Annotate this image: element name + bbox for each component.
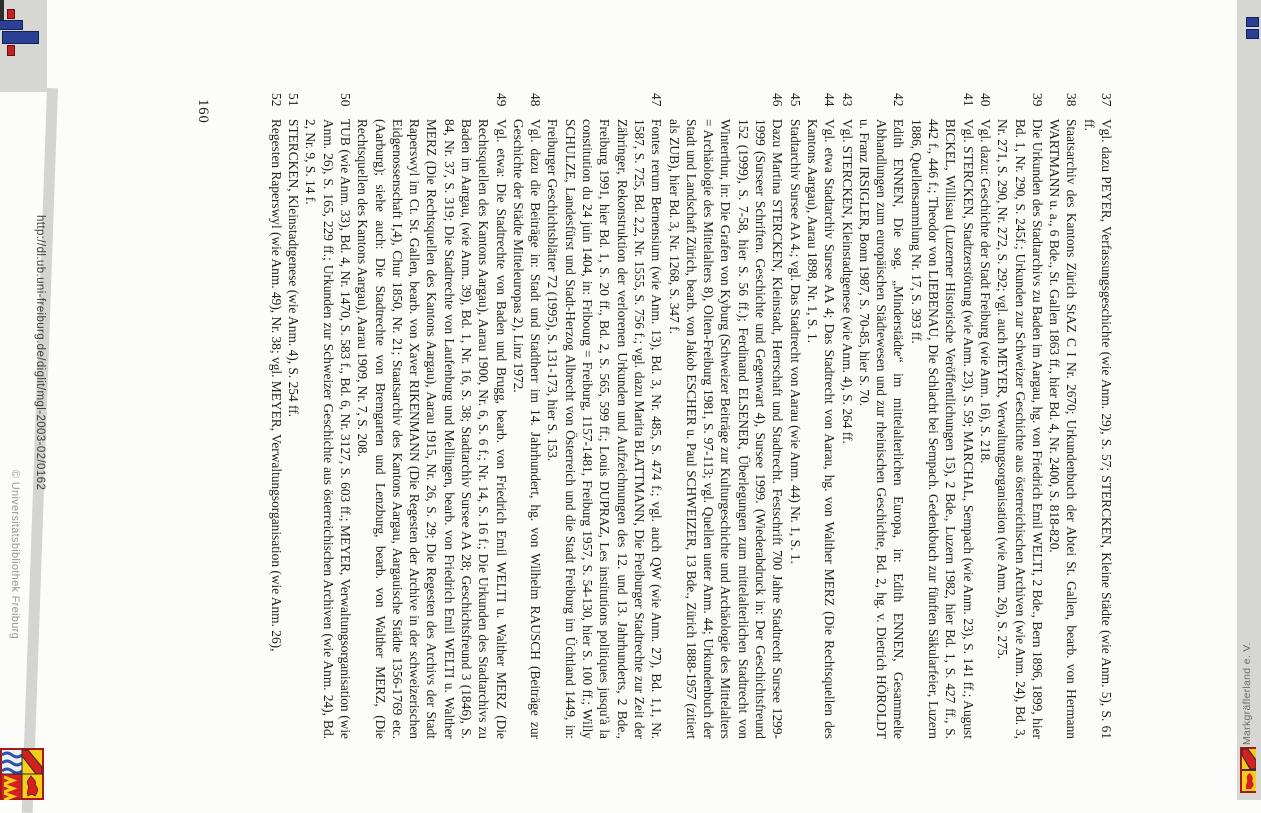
footnote-text: Vgl. dazu PEYER, Verfassungsgeschichte (wie Anm. 29), S. 57; STERCKEN, Kleine Städte (wie Anm. 5), S. 61 ff. [1081,119,1114,739]
page-number: 160 [195,99,211,124]
logo-blue-bar [0,20,23,30]
coat-of-arms-icon [0,748,44,800]
footnote-text: Vgl. dazu die Beiträge in: Stadt und Stadtherr im 14. Jahrhundert, hg. von Wilhelm RAUSCH (Beiträge zur Geschichte der Städte Mitteleuropas 2), Linz 1972. [510,119,544,739]
footnote-text: Vgl. STERCKEN, Kleinstadtgenese (wie Anm. 4), S. 264 ff. [839,119,855,444]
footnote-text: Vgl. dazu: Geschichte der Stadt Freiburg (wie Anm. 16), S. 218. [977,119,993,464]
crest-fragment-icon [1240,747,1256,793]
footnote-number: 44 [822,93,838,107]
footnote-item [510,93,545,739]
footnote-item [907,93,976,739]
footnote-number: 47 [649,93,665,107]
footnote-item [786,93,803,739]
footnote-number: 52 [268,93,284,107]
footnote-item [665,93,786,739]
footnote-text: Vgl. etwa Stadtarchiv Sursee AA 4; Das Stadtrecht von Aarau, hg. von Walther MERZ (Die Rechtsquellen des Kantons Aargau), Aarau 1898, Nr. 1, S. 1. [804,119,838,739]
footnote-item [1080,93,1115,739]
footnote-text: Vgl. STERCKEN, Stadtzerstörung (wie Anm. 23), S. 59; MARCHAL, Sempach (wie Anm. 23), S. 141 ff.; August BICKEL, Willisau (Luzerner Historische Veröffentlichungen 15), 2 Bde., Luzern 1982, hier Bd. 1, S. 427 ff., S. 442 f., 446 f.; Theodor von LIEBENAU, Die Schlacht bei Sempach. Gedenkbuch zur fünften Säkularfeier, Luzern 1886, Quellensammlung Nr. 17, S. 393 ff. [908,119,976,739]
footnote-text: Regesten Raperswyl (wie Anm. 49), Nr. 38; vgl. MEYER, Verwaltungsorganisation (wie Anm. 26), [268,119,284,652]
footnote-number: 49 [493,93,509,107]
scanned-page-content [186,85,1116,745]
footnote-number: 39 [1029,93,1045,107]
footnote-text: Stadtarchiv Sursee AA 4.; vgl. Das Stadtrecht von Aarau (wie Anm. 44) Nr. 1, S. 1. [787,119,803,564]
footnote-number: 37 [1099,93,1114,107]
footnote-item [856,93,908,739]
digitization-url: http://dl.ub.uni-freiburg.de/diglit/mgl-2003-02/0162 [34,215,46,491]
footnote-item [285,93,302,739]
footnote-list [267,85,1116,745]
footnote-item [267,93,284,739]
footnote-number: 48 [528,93,544,107]
footnote-item [1046,93,1081,739]
footnote-number: 45 [787,93,803,107]
footnote-text: TUB (wie Anm. 33), Bd. 4, Nr. 1470, S. 583 f., Bd. 6, Nr. 3127, S. 603 ff.; MEYER, Verwaltungsorganisation (wie Anm. 26), S. 165, 229 ff.; Urkunden zur Schweizer Geschichte aus österreichischen Archiven (wie Anm. 24), Bd. 2, Nr. 9, S. 14 f. [303,119,353,739]
footnote-item [804,93,839,739]
footnote-number: 43 [839,93,855,107]
footnote-text: Vgl. etwa: Die Stadtrechte von Baden und Brugg, bearb. von Friedrich Emil WELTI u. Walther MERZ (Die Rechtsquellen des Kantons Aargau), Aarau 1900, Nr. 6, S. 6 f.; Nr. 14, S. 16 f.; Die Urkunden des Stadtarchivs zu Baden im Aargau, (wie Anm. 39), Bd. 1, Nr. 16, S. 38; Stadtarchiv Sursee AA 28; Geschichtsfreund 3 (1846), S. 84, Nr. 37, S. 319; Die Stadtrechte von Laufenburg und Mellingen, bearb. von Friedrich Emil WELTI u. Walther MERZ (Die Rechtsquellen des Kantons Aargau), Aarau 1915, Nr. 26, S. 29; Die Regesten des Archivs der Stadt Raperswyl im Ct. St. Gallen, bearb. von Xaver RIKENMANN (Die Regesten der Archive in der schweizerischen Eidgenossenschaft I,4), Chur 1850, Nr. 21; Staatsarchiv des Kantons Aargau, Aargauische Städte 1356-1769 etc. (Aarburg); siehe auch: Die Stadtrechte von Bremgarten und Lenzburg, bearb. von Walther MERZ, (Die Rechtsquellen des Kantons Aargau), Aarau 1909, Nr. 7, S. 208. [355,119,509,739]
footnote-text: Edith ENNEN, Die sog. „Minderstädte“ im mittelalterlichen Europa, in: Edith ENNEN, Gesammelte Abhandlungen zum europäischen Städtewesen und zur rheinischen Geschichte, Bd. 2, hg. v. Dietrich HÖROLDT u. Franz IRSIGLER, Bonn 1987, S. 70-85, hier S. 70. [856,119,907,739]
copyright-notice: © Universitätsbibliothek Freiburg [9,470,21,640]
footnote-number: 46 [770,93,786,107]
footnote-item [838,93,855,739]
footnote-item [977,93,994,739]
footnote-item [544,93,665,739]
logo-blue-bar [1246,29,1259,39]
footnote-text: Dazu Martina STERCKEN, Kleinstadt, Herrschaft und Stadtrecht. Festschrift 700 Jahre Stadtrecht Sursee 1299-1999 (Surseer Schriften. Geschichte und Gegenwart 4), Sursee 1999. (Wiederabdruck in: Der Geschichtsfreund 152 (1999), S. 7-58, hier S. 56 ff.); Ferdinand ELSENER, Überlegungen zum mittelalterlichen Stadtrecht von Winterthur, in: Die Grafen von Kyburg (Schweizer Beiträge zur Kulturgeschichte und Archäologie des Mittelalters = Archäologie des Mittelalters 8), Olten-Freiburg 1981, S. 97-113; vgl. Quellen unter Anm. 44; Urkundenbuch der Stadt und Landschaft Zürich, bearb. von Jakob ESCHER u. Paul SCHWEIZER, 13 Bde., Zürich 1888-1957 (zitiert als ZUB), hier Bd. 3, Nr. 1268, S. 347 f. [666,119,786,739]
logo-blue-bar [1246,17,1259,27]
footnote-number: 42 [891,93,907,107]
footnote-item [994,93,1046,739]
ub-freiburg-logo-icon [0,9,42,59]
footnote-number: 50 [337,93,353,107]
footnote-text: Die Urkunden des Stadtarchivs zu Baden im Aargau, hg. von Friedrich Emil WELTI, 2 Bde., Bern 1896, 1899, hier Bd. 1, Nr. 290, S. 245f.; Urkunden zur Schweizer Geschichte aus österreichischen Archiven (wie Anm. 24), Bd. 3, Nr. 271, S. 290, Nr. 272, S. 292; vgl. auch MEYER, Verwaltungsorganisation (wie Anm. 26), S. 275. [995,119,1045,739]
footnote-item [354,93,510,739]
association-name: Markgräflerland e. V. [1241,642,1253,745]
ub-freiburg-logo-fragment-icon [1246,17,1259,40]
footnote-text: Fontes rerum Bernensium (wie Anm. 13), Bd. 3, Nr. 485, S. 474 f.; vgl. auch QW (wie Anm. 27), Bd. 1,1, Nr. 1587, S. 725, Bd. 2,2, Nr. 1555, S. 756 f.; vgl. dazu Marita BLATTMANN, Die Freiburger Stadtrechte zur Zeit der Zähringer, Rekonstruktion der verlorenen Urkunden und Aufzeichnungen des 12. und 13. Jahrhunderts, 2 Bde., Freiburg 1991, hier Bd. 1, S. 20 ff., Bd. 2, S. 565, 599 ff.; Louis DUPRAZ, Les institutions politiques jusqu'à la constitution du 24 juin 1404, in: Fribourg = Freiburg, 1157-1481, Freiburg 1957, S. 54-130, hier S. 100 ff.; Willy SCHULZE, Landesfürst und Stadt-Herzog Albrecht von Österreich und die Stadt Freiburg im Üchtland 1449, in: Freiburger Geschichtsblätter 72 (1995), S. 131-173, hier S. 153. [545,119,665,739]
logo-blue-bar [2,31,39,44]
logo-red-square [7,9,15,19]
logo-red-square [7,45,15,56]
footnote-text: Staatsarchiv des Kantons Zürich StAZ C I Nr. 2670; Urkundenbuch der Abtei St. Gallen, bearb. von Hermann WARTMANN u. a., 6 Bde., St. Gallen 1863 ff., hier Bd. 4, Nr. 2400, S. 818-820. [1047,119,1080,739]
footnote-number: 38 [1064,93,1080,107]
footnote-text: STERCKEN, Kleinstadtgenese (wie Anm. 4), S. 254 ff. [286,119,302,418]
footnote-number: 41 [960,93,976,107]
footnote-number: 51 [286,93,302,107]
footnote-item [302,93,354,739]
footnote-number: 40 [977,93,993,107]
